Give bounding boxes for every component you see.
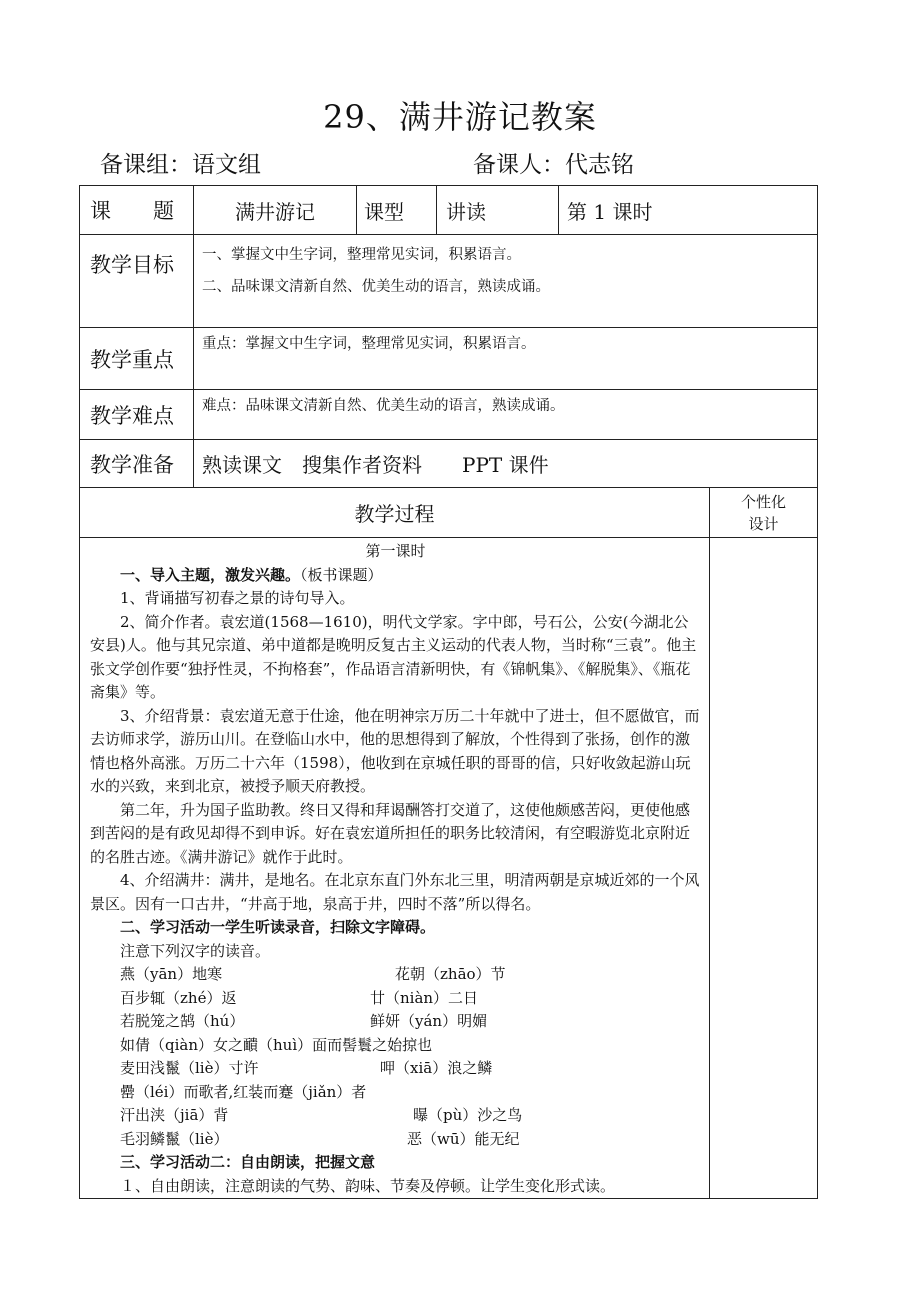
lesson-period: 第 1 课时 <box>559 186 818 235</box>
focus-content: 重点：掌握文中生字词，整理常见实词，积累语言。 <box>194 328 818 390</box>
focus-row <box>80 328 818 390</box>
topic-row <box>80 186 818 235</box>
pronunciation-row: 如倩（qiàn）女之靧（huì）面而髻鬟之始掠也 <box>120 1035 433 1054</box>
teacher-name: 备课人：代志铭 <box>473 152 634 178</box>
lesson-heading: 第一课时 <box>365 542 426 560</box>
lesson-plan-table <box>79 185 818 1199</box>
difficulty-content: 难点：品味课文清新自然、优美生动的语言，熟读成诵。 <box>194 390 818 440</box>
prep-row <box>80 440 818 488</box>
pronunciation-row: 汗出浃（jiā）背 曝（pù）沙之鸟 <box>120 1106 523 1124</box>
lesson-type-value: 讲读 <box>437 186 559 235</box>
paragraph: 4、介绍满井：满井，是地名。在北京东直门外东北三里，明清两朝是京城近郊的一个风景区。因有一口古井，“井高于地，泉高于井，四时不落”所以得名。 <box>90 871 700 913</box>
process-body-row <box>80 538 818 1199</box>
page-title: 29、满井游记教案 <box>323 98 597 136</box>
paragraph: 3、介绍背景：袁宏道无意于仕途，他在明神宗万历二十年就中了进士，但不愿做官，而去访师求学，游历山川。在登临山水中，他的思想得到了解放，个性得到了张扬，创作的激情也格外高涨。万历二十六年（1598），他收到在京城任职的哥哥的信，只好收敛起游山玩水的兴致，来到北京，被授予顺天府教授。 <box>90 706 700 795</box>
paragraph: 1、背诵描写初春之景的诗句导入。 <box>120 589 355 607</box>
difficulty-label: 教学难点 <box>80 390 194 440</box>
prep-group: 备课组：语文组 <box>100 152 261 178</box>
pronunciation-row: 若脱笼之鹄（hú） 鲜妍（yán）明媚 <box>120 1012 488 1030</box>
difficulty-row <box>80 390 818 440</box>
paragraph: 第二年，升为国子监助教。终日又得和拜谒酬答打交道了，这使他颇感苦闷，更使他感到苦闷的是有政见却得不到申诉。好在袁宏道所担任的职务比较清闲，有空暇游览北京附近的名胜古迹。《满井游记》就作于此时。 <box>90 800 691 866</box>
paragraph: １、自由朗读，注意朗读的气势、韵味、节奏及停顿。让学生变化形式读。 <box>120 1176 616 1195</box>
section-heading: 二、学习活动一学生听读录音，扫除文字障碍。 <box>120 918 436 936</box>
topic-label: 课 题 <box>80 186 194 235</box>
goals-row <box>80 235 818 328</box>
paragraph: 注意下列汉字的读音。 <box>120 941 271 960</box>
prep-content: 熟读课文 搜集作者资料 PPT 课件 <box>194 440 818 488</box>
personal-design-header <box>710 488 818 538</box>
personal-design-line: 设计 <box>748 514 779 533</box>
goal-item: 二、品味课文清新自然、优美生动的语言，熟读成诵。 <box>202 279 550 295</box>
prep-label: 教学准备 <box>80 440 194 488</box>
paragraph: 2、简介作者。袁宏道(1568—1610)，明代文学家。字中郎，号石公，公安(今湖北公安县)人。他与其兄宗道、弟中道都是晚明反复古主义运动的代表人物，当时称“三袁”。他主张文学创作要“独抒性灵，不拘格套”，作品语言清新明快，有《锦帆集》、《解脱集》、《瓶花斋集》等。 <box>90 612 697 701</box>
process-header: 教学过程 <box>80 488 710 538</box>
process-header-row <box>80 488 818 538</box>
pronunciation-row: 燕（yān）地寒 花朝（zhāo）节 <box>120 965 506 983</box>
pronunciation-row: 百步辄（zhé）返 廿（niàn）二日 <box>120 988 479 1007</box>
section-heading: 三、学习活动二：自由朗读，把握文意 <box>120 1153 376 1171</box>
pronunciation-row: 毛羽鳞鬣（liè） 恶（wū）能无纪 <box>120 1129 520 1148</box>
focus-label: 教学重点 <box>80 328 194 390</box>
goals-content <box>194 235 818 328</box>
goals-label: 教学目标 <box>80 235 194 328</box>
pronunciation-row: 罍（léi）而歌者,红装而蹇（jiǎn）者 <box>120 1082 367 1101</box>
section-heading: 一、导入主题，激发兴趣。（板书课题） <box>120 565 383 584</box>
pronunciation-row: 麦田浅鬣（liè）寸许 呷（xiā）浪之鳞 <box>120 1059 493 1077</box>
goal-item: 一、掌握文中生字词，整理常见实词，积累语言。 <box>202 247 521 263</box>
process-content <box>80 538 710 1199</box>
lesson-type-label: 课型 <box>357 186 437 235</box>
personal-design-line: 个性化 <box>741 492 787 511</box>
personal-design-cell <box>710 538 818 1199</box>
topic-value: 满井游记 <box>194 186 357 235</box>
